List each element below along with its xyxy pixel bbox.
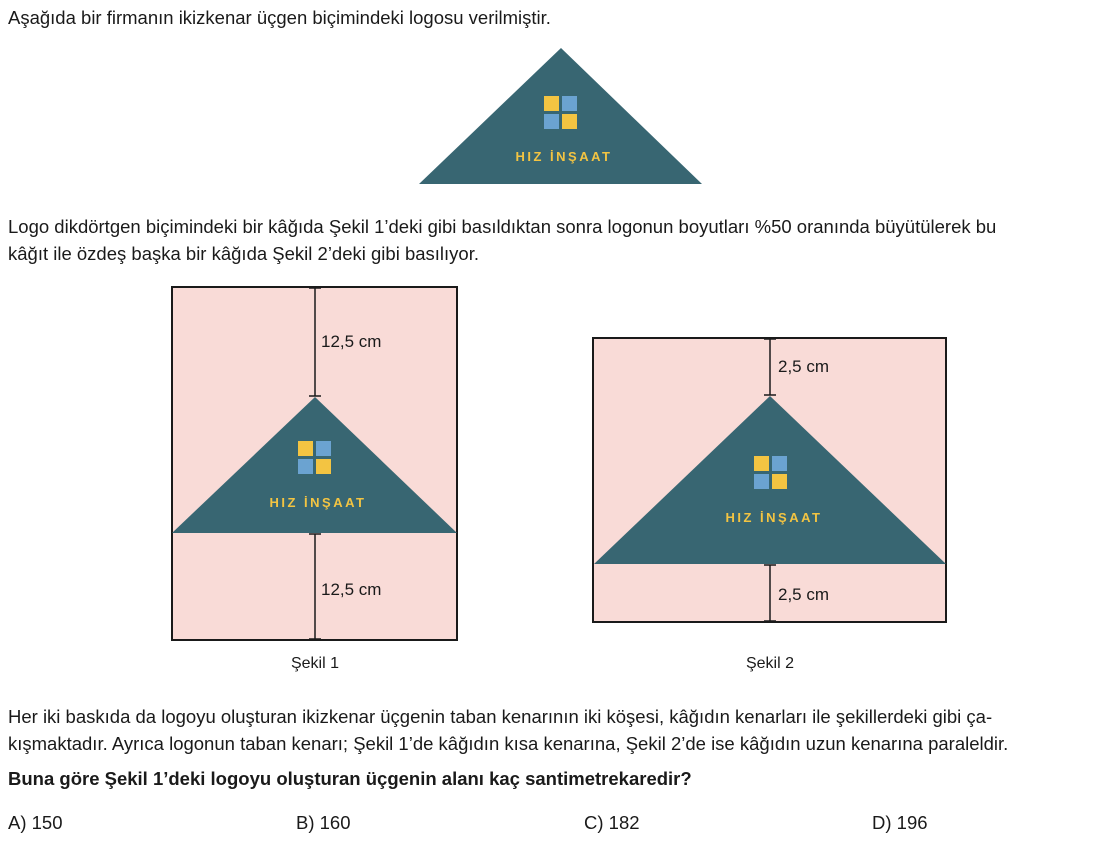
condition-text-line2: kışmaktadır. Ayrıca logonun taban kenarı; Şekil 1’de kâğıdın kısa kenarına, Şekil 2’de ise kâğıdın uzun kenarına paraleldir. bbox=[8, 733, 1009, 754]
figure-2 bbox=[593, 338, 946, 672]
figure-caption-1: Şekil 1 bbox=[290, 655, 340, 672]
option-a[interactable]: A) 150 bbox=[8, 812, 63, 833]
dimension-label-top-2: 2,5 cm bbox=[778, 357, 830, 376]
figure-caption-2: Şekil 2 bbox=[745, 655, 795, 672]
dimension-label-bottom-2: 2,5 cm bbox=[778, 585, 830, 604]
option-c[interactable]: C) 182 bbox=[584, 812, 640, 833]
setup-text-line2: kâğıt ile özdeş başka bir kâğıda Şekil 2’deki gibi basılıyor. bbox=[8, 243, 479, 264]
dimension-label-top-1: 12,5 cm bbox=[321, 332, 382, 351]
dimension-label-bottom-1: 12,5 cm bbox=[321, 580, 382, 599]
intro-text: Aşağıda bir firmanın ikizkenar üçgen biçimindeki logosu verilmiştir. bbox=[8, 7, 551, 28]
question-text: Buna göre Şekil 1’deki logoyu oluşturan üçgenin alanı kaç santimetrekaredir? bbox=[8, 768, 692, 789]
top-logo bbox=[419, 48, 702, 184]
logo-company-name-2: HIZ İNŞAAT bbox=[725, 510, 823, 525]
setup-text-line1: Logo dikdörtgen biçimindeki bir kâğıda Şekil 1’deki gibi basıldıktan sonra logonun boyutları %50 oranında büyütülerek bu bbox=[8, 216, 997, 237]
option-b[interactable]: B) 160 bbox=[296, 812, 351, 833]
figure-1 bbox=[172, 287, 457, 672]
logo-company-name-1: HIZ İNŞAAT bbox=[269, 495, 367, 510]
logo-company-name: HIZ İNŞAAT bbox=[515, 149, 613, 164]
option-d[interactable]: D) 196 bbox=[872, 812, 928, 833]
condition-text-line1: Her iki baskıda da logoyu oluşturan ikizkenar üçgenin taban kenarının iki köşesi, kâğıdın kenarları ile şekillerdeki gibi ça- bbox=[8, 706, 993, 727]
